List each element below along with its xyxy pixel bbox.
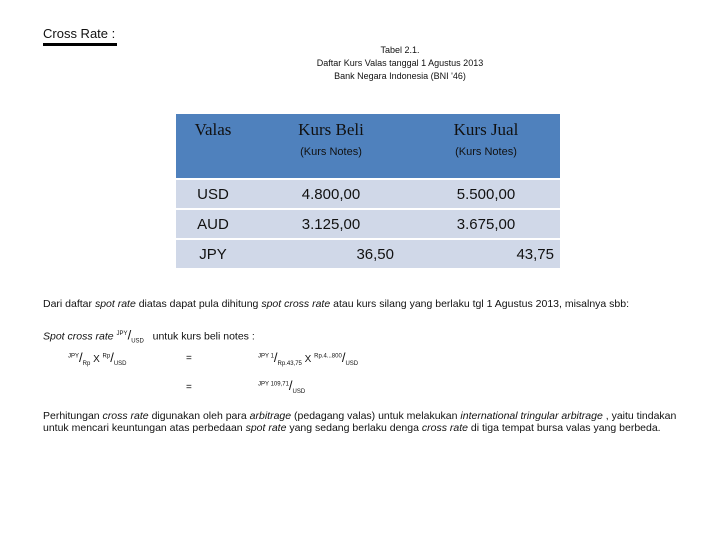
cell-kurs-jual: 5.500,00 xyxy=(412,179,560,209)
cell-kurs-beli: 36,50 xyxy=(250,239,412,268)
cell-kurs-jual: 43,75 xyxy=(412,239,560,268)
header-valas: Valas xyxy=(176,114,250,179)
cell-valas: AUD xyxy=(176,209,250,239)
intro-paragraph: Dari daftar spot rate diatas dapat pula dihitung spot cross rate atau kurs silang yang berlaku tgl 1 Agustus 2013, misalnya sbb: xyxy=(43,298,630,310)
table-caption-source: Bank Negara Indonesia (BNI '46) xyxy=(334,71,466,81)
header-kurs-jual: Kurs Jual (Kurs Notes) xyxy=(412,114,560,179)
formula-title: Spot cross rate $^{JPY}/_{USD}$ untuk kurs beli notes : xyxy=(43,327,255,345)
cell-kurs-beli: 3.125,00 xyxy=(250,209,412,239)
formula-line-2-result: $^{JPY 109,71}/_{USD}$ xyxy=(258,378,306,395)
table-header-row xyxy=(176,114,560,179)
closing-paragraph: Perhitungan cross rate digunakan oleh para arbitrage (pedagang valas) untuk melakukan international tringular arbitrage , yaitu tindakan untuk mencari keuntungan atas perbedaan spot rate yang sedang berlaku denga cross rate di tiga tempat bursa valas yang berbeda. xyxy=(43,410,677,434)
cell-kurs-jual: 3.675,00 xyxy=(412,209,560,239)
table-row xyxy=(176,239,560,268)
cell-valas: JPY xyxy=(176,239,250,268)
table-caption-title: Daftar Kurs Valas tanggal 1 Agustus 2013 xyxy=(316,58,484,68)
table-caption-number: Tabel 2.1. xyxy=(380,45,420,55)
header-kurs-beli: Kurs Beli (Kurs Notes) xyxy=(250,114,412,179)
cell-valas: USD xyxy=(176,179,250,209)
section-title: Cross Rate : xyxy=(43,26,116,41)
exchange-rate-table xyxy=(176,114,560,268)
cell-kurs-beli: 4.800,00 xyxy=(250,179,412,209)
formula-line-1: $^{JPY}/_{Rp}$ X $^{Rp}/_{USD}$ = $^{JPY 1}/_{Rp.43,75}$ X $^{Rp.4...800}/_{USD}$ xyxy=(68,350,359,367)
table-row xyxy=(176,179,560,209)
section-title-underline xyxy=(43,43,117,46)
table-row xyxy=(176,209,560,239)
formula-line-2-equals: = xyxy=(186,382,192,393)
